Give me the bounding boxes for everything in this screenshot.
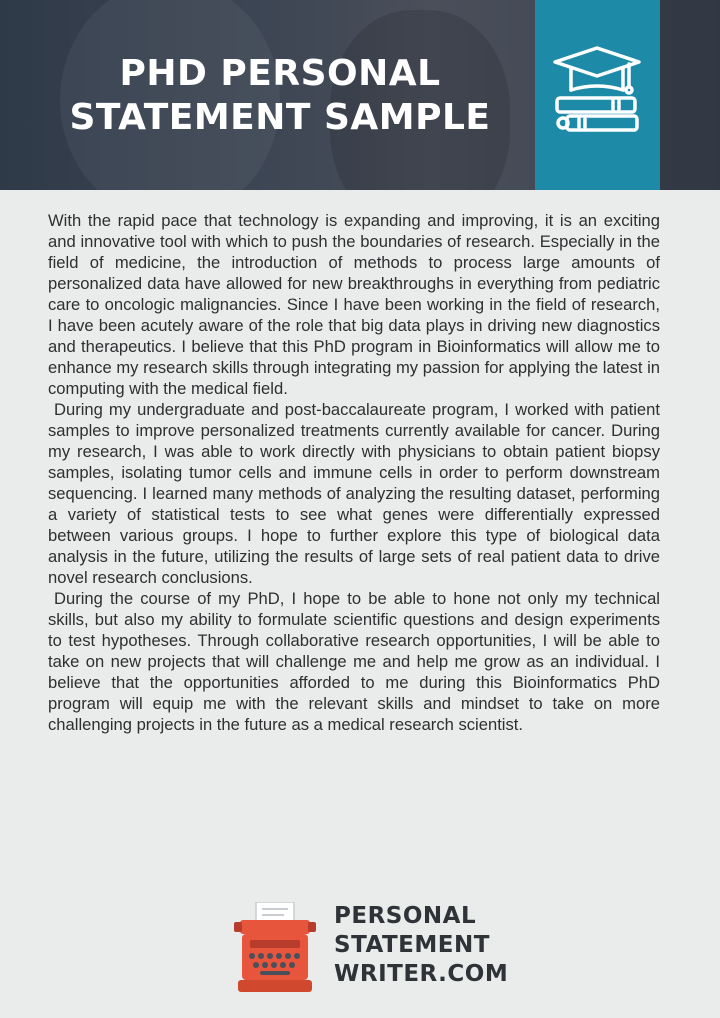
graduation-cap-books-icon bbox=[549, 46, 645, 142]
brand-logo bbox=[232, 898, 509, 998]
paragraph-3: During the course of my PhD, I hope to be able to hone not only my technical skills, but also my ability to formulate scientific questions and design experiments to test hypotheses. Through collaborative research opportunities, I will be able to take on new projects that will challenge me and help me grow as an individual. I believe that the opportunities afforded to me during this Bioinformatics PhD program will equip me with the relevant skills and mindset to take on more challenging projects in the future as a medical research scientist. bbox=[48, 589, 660, 734]
brand-line-3: WRITER.COM bbox=[334, 961, 509, 987]
title-line-2: STATEMENT SAMPLE bbox=[69, 97, 491, 138]
statement-body bbox=[48, 210, 660, 735]
paragraph-2: During my undergraduate and post-baccalaureate program, I worked with patient samples to improve personalized treatments currently available for cancer. During my research, I was able to work directly with physicians to obtain patient biopsy samples, isolating tumor cells and immune cells in order to perform downstream sequencing. I learned many methods of analyzing the resulting dataset, performing a variety of statistical tests to see what genes were differentially expressed between various groups. I hope to further explore this type of biological data analysis in the future, utilizing the results of large sets of real patient data to drive novel research conclusions. bbox=[48, 400, 660, 587]
brand-line-2: STATEMENT bbox=[334, 932, 490, 958]
brand-wordmark bbox=[334, 902, 508, 989]
brand-line-1: PERSONAL bbox=[334, 903, 477, 929]
page-title bbox=[40, 52, 520, 140]
typewriter-icon bbox=[232, 902, 318, 994]
header-banner bbox=[0, 0, 720, 190]
paragraph-1: With the rapid pace that technology is expanding and improving, it is an exciting and innovative tool with which to push the boundaries of research. Especially in the field of medicine, the introduction of methods to process large amounts of personalized data have allowed for new breakthroughs in everything from pediatric care to oncologic malignancies. Since I have been working in the field of research, I have been acutely aware of the role that big data plays in driving new diagnostics and therapeutics. I believe that this PhD program in Bioinformatics will allow me to enhance my research skills through integrating my passion for applying the latest in computing with the medical field. bbox=[48, 211, 660, 398]
icon-badge bbox=[535, 0, 660, 190]
title-line-1: PHD PERSONAL bbox=[119, 53, 441, 94]
